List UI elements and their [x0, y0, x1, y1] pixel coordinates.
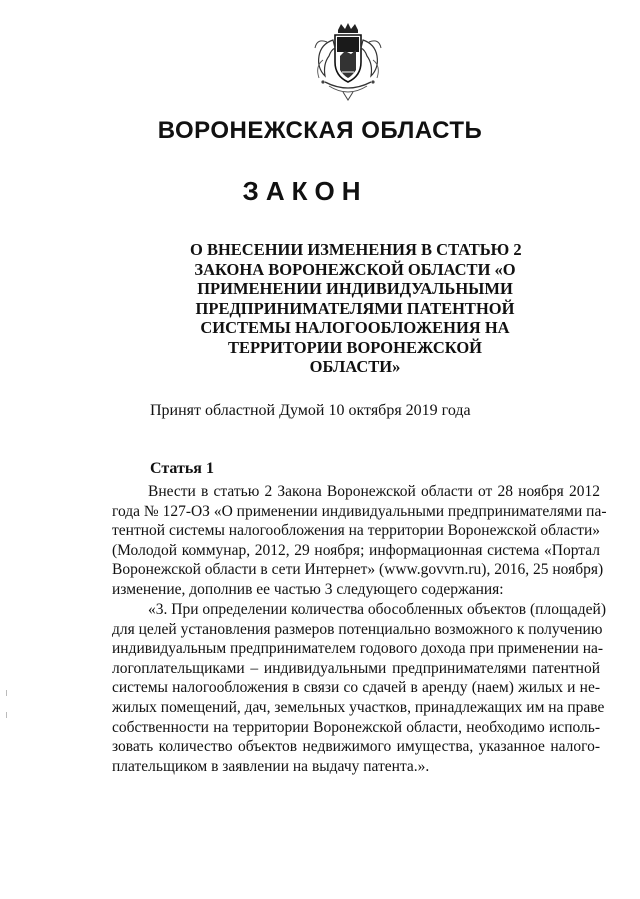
adoption-note: Принят областной Думой 10 октября 2019 года [150, 402, 471, 419]
paragraph-line: Внести в статью 2 Закона Воронежской области от 28 ноября 2012 [148, 483, 600, 500]
paragraph-line: индивидуальным предпринимателем годового дохода при применении на- [112, 640, 604, 658]
paragraph-line: изменение, дополнив ее частью 3 следующего содержания: [112, 580, 504, 598]
law-title-line: О ВНЕСЕНИИ ИЗМЕНЕНИЯ В СТАТЬЮ 2 [190, 240, 522, 259]
paragraph-line: Воронежской области в сети Интернет» (www.govvrn.ru), 2016, 25 ноября) [112, 561, 604, 579]
paragraph-line: логоплательщиками – индивидуальными предпринимателями патентной [112, 659, 600, 677]
paragraph-line: «3. При определении количества обособленных объектов (площадей) [148, 601, 606, 618]
law-title-line: ТЕРРИТОРИИ ВОРОНЕЖСКОЙ [227, 337, 483, 357]
paragraph-line: системы налогообложения в связи со сдачей в аренду (наем) жилых и не- [112, 679, 600, 697]
scan-artifact [6, 690, 7, 696]
law-title-line: ЗАКОНА ВОРОНЕЖСКОЙ ОБЛАСТИ «О [194, 259, 516, 279]
paragraph-line: жилых помещений, дач, земельных участков, принадлежащих им на праве [112, 698, 605, 716]
law-title-line: ПРЕДПРИНИМАТЕЛЯМИ ПАТЕНТНОЙ [195, 298, 515, 318]
paragraph-line: плательщиком в заявлении на выдачу патента.». [112, 757, 430, 775]
paragraph-line: зовать количество объектов недвижимого имущества, указанное налого- [112, 738, 600, 756]
law-title-line: СИСТЕМЫ НАЛОГООБЛОЖЕНИЯ НА [200, 318, 510, 337]
article-paragraph [112, 482, 607, 600]
paragraph-line: собственности на территории Воронежской области, необходимо исполь- [112, 718, 600, 736]
quoted-amendment [112, 600, 606, 776]
law-title [190, 240, 520, 377]
paragraph-line: года № 127-ОЗ «О применении индивидуальными предпринимателями па- [112, 502, 607, 520]
paragraph-line: для целей установления размеров потенциально возможного к получению [112, 620, 603, 638]
document-type: ЗАКОН [242, 176, 368, 206]
paragraph-line: (Молодой коммунар, 2012, 29 ноября; информационная система «Портал [112, 541, 600, 559]
scan-artifact [6, 712, 7, 718]
coat-of-arms-emblem [305, 20, 391, 106]
region-title: ВОРОНЕЖСКАЯ ОБЛАСТЬ [157, 117, 483, 144]
paragraph-line: тентной системы налогообложения на территории Воронежской области» [112, 522, 600, 540]
article-heading: Статья 1 [150, 460, 214, 477]
law-title-line: ОБЛАСТИ» [309, 357, 401, 376]
law-title-line: ПРИМЕНЕНИИ ИНДИВИДУАЛЬНЫМИ [197, 279, 513, 298]
